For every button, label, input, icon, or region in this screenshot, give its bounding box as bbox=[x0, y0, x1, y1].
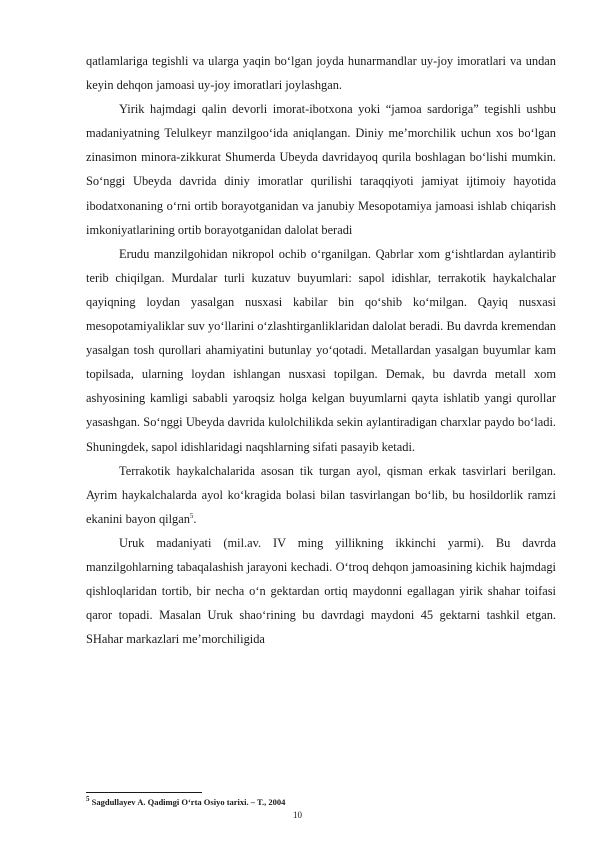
footnote bbox=[86, 797, 556, 808]
footnote-text: Sagdullayev A. Qadimgi O‘rta Osiyo tarixi. – T., 2004 bbox=[89, 797, 286, 807]
paragraph-3: Erudu manzilgohidan nikropol ochib o‘rganilgan. Qabrlar xom g‘ishtlardan aylantirib terib chiqilgan. Murdalar turli kuzatuv buyumlari: sapol idishlar, terrakotik haykalchalar qayiqning loydan yasalgan nusxasi kabilar bin qo‘shib ko‘milgan. Qayiq nusxasi mesopotamiyaliklar suv yo‘llarini o‘zlashtirganliklaridan dalolat beradi. Bu davrda kremendan yasalgan tosh qurollari ahamiyatini butunlay yo‘qotadi. Metallardan yasalgan buyumlar kam topilsada, ularning loydan ishlangan nusxasi topilgan. Demak, bu davrda metall xom ashyosining kamligi sababli yaroqsiz holga kelgan buyumlarni qayta ishlatib yangi qurollar yasashgan. So‘nggi Ubeyda davrida kulolchilikda sekin aylantiradigan charxlar paydo bo‘ladi. Shuningdek, sapol idishlaridagi naqshlarning sifati pasayib ketadi. bbox=[86, 246, 556, 454]
paragraph-5: Uruk madaniyati (mil.av. IV ming yillikning ikkinchi yarmi). Bu davrda manzilgohlarning tabaqalashish jarayoni kechadi. O‘troq dehqon jamoasining kichik hajmdagi qishloqlaridan tortib, bir necha o‘n gektardan ortiq maydonni egallagan yirik shahar toifasi qaror topadi. Masalan Uruk shao‘rining bu davrdagi maydoni 45 gektarni tashkil etgan. SHahar markazlari me’morchiligida bbox=[86, 535, 556, 647]
page-number: 10 bbox=[293, 810, 302, 820]
footnote-reference[interactable]: 5 bbox=[189, 511, 194, 520]
footnote-number: 5 bbox=[86, 795, 90, 804]
paragraph-1: qatlamlariga tegishli va ularga yaqin bo‘lgan joyda hunarmandlar uy-joy imoratlari va undan keyin dehqon jamoasi uy-joy imoratlari joylashgan. bbox=[86, 54, 556, 93]
paragraph-4 bbox=[86, 459, 556, 531]
paragraph-4-end: . bbox=[193, 511, 197, 526]
paragraph-4-text: Terrakotik haykalchalarida asosan tik turgan ayol, qisman erkak tasvirlari berilgan. Ayrim haykalchalarda ayol ko‘kragida bolasi bilan tasvirlangan bo‘lib, bu hosildorlik ramzi ekanini bayon qilgan bbox=[86, 463, 556, 526]
footnote-divider bbox=[86, 792, 202, 793]
paragraph-2: Yirik hajmdagi qalin devorli imorat-ibotxona yoki “jamoa sardoriga” tegishli ushbu madaniyatning Telulkeyr manzilgoo‘ida aniqlangan. Diniy me’morchilik uchun xos bo‘lgan zinasimon minora-zikkurat Shumerda Ubeyda davridayoq qurila boshlagan bo‘lishi mumkin. So‘nggi Ubeyda davrida diniy imoratlar qurilishi taraqqiyoti jamiyat ijtimoiy hayotida ibodatxonaning o‘rni ortib borayotganidan va janubiy Mesopotamiya jamoasi ishlab chiqarish imkoniyatlarining ortib borayotganidan dalolat beradi bbox=[86, 102, 556, 237]
page-body bbox=[86, 49, 556, 651]
